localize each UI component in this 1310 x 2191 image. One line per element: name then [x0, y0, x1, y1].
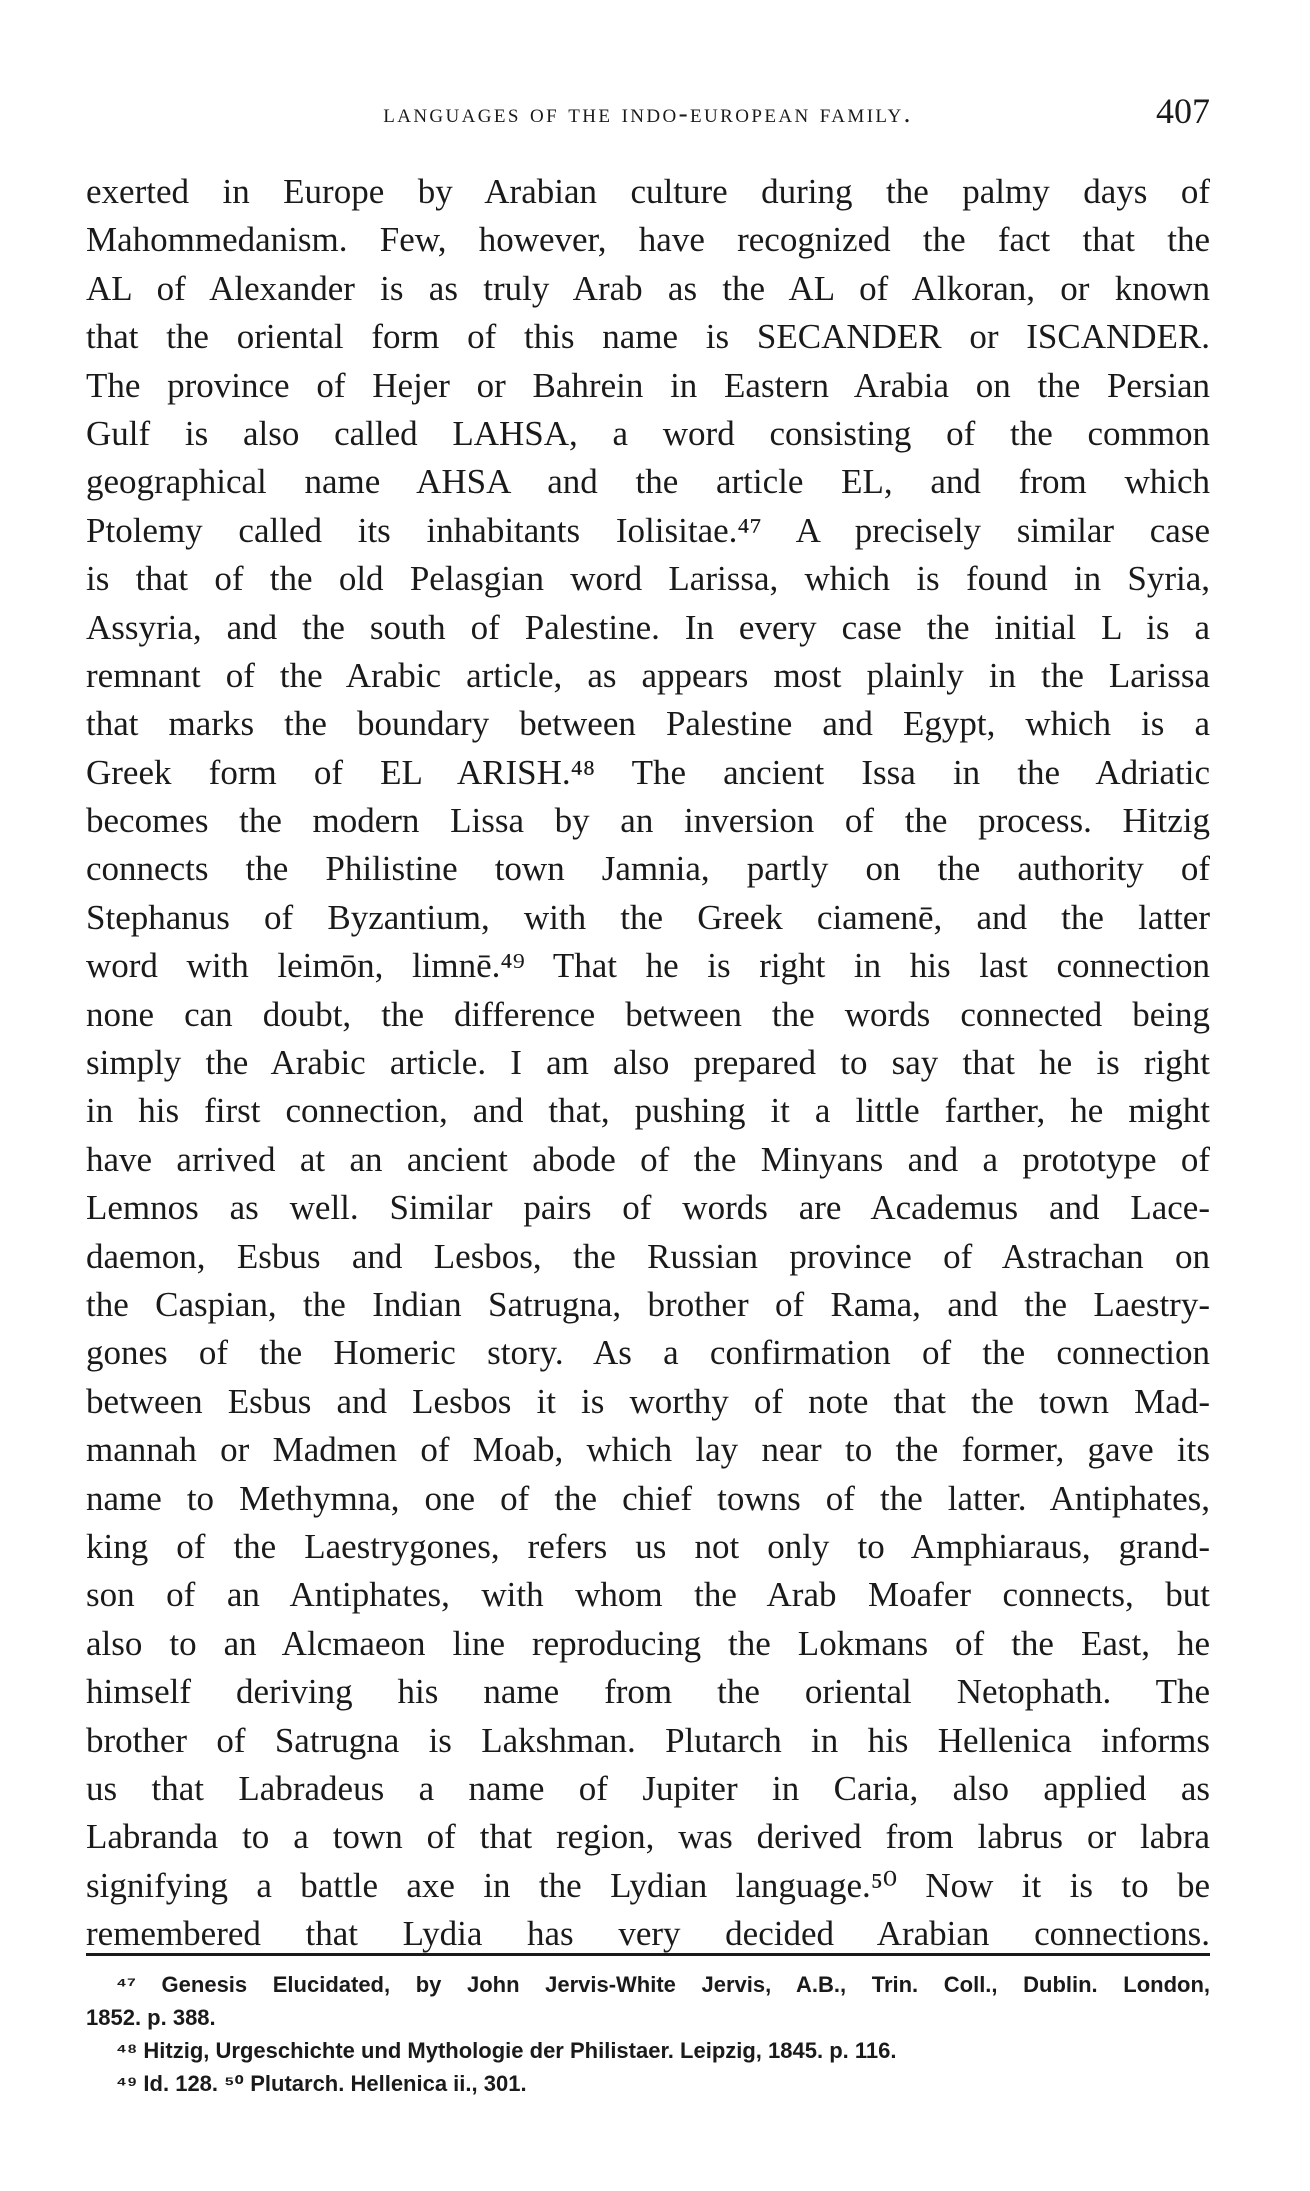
text-line: brother of Satrugna is Lakshman. Plutarch in his Hellenica informs — [86, 1720, 1210, 1760]
text-line: Stephanus of Byzantium, with the Greek ciamenē, and the latter — [86, 897, 1210, 937]
text-line: have arrived at an ancient abode of the Minyans and a prototype of — [86, 1139, 1210, 1179]
text-line: daemon, Esbus and Lesbos, the Russian province of Astrachan on — [86, 1236, 1210, 1276]
text-line: Assyria, and the south of Palestine. In every case the initial L is a — [86, 607, 1210, 647]
page-number: 407 — [1156, 91, 1210, 131]
text-line: becomes the modern Lissa by an inversion of the process. Hitzig — [86, 801, 1210, 841]
text-line: mannah or Madmen of Moab, which lay near to the former, gave its — [86, 1430, 1210, 1470]
text-line: gones of the Homeric story. As a confirmation of the connection — [86, 1333, 1210, 1373]
text-line: connects the Philistine town Jamnia, partly on the authority of — [86, 849, 1210, 889]
text-line: in his first connection, and that, pushing it a little farther, he might — [86, 1091, 1210, 1131]
text-line: us that Labradeus a name of Jupiter in Caria, also applied as — [86, 1768, 1210, 1808]
text-line: simply the Arabic article. I am also prepared to say that he is right — [86, 1043, 1210, 1083]
text-line: none can doubt, the difference between the words connected being — [86, 994, 1210, 1034]
running-title: languages of the indo-european family. — [383, 98, 913, 128]
text-line: word with leimōn, limnē.⁴⁹ That he is right in his last connection — [86, 946, 1210, 986]
text-line: remembered that Lydia has very decided Arabian connections. — [86, 1914, 1210, 1954]
text-line: Lemnos as well. Similar pairs of words are Academus and Lace- — [86, 1188, 1210, 1228]
footnote-line: ⁴⁷ Genesis Elucidated, by John Jervis-White Jervis, A.B., Trin. Coll., Dublin. London, — [116, 1972, 1210, 1997]
text-line: son of an Antiphates, with whom the Arab Moafer connects, but — [86, 1575, 1210, 1615]
text-line: The province of Hejer or Bahrein in Eastern Arabia on the Persian — [86, 365, 1210, 405]
text-line: signifying a battle axe in the Lydian language.⁵⁰ Now it is to be — [86, 1865, 1210, 1905]
text-line: exerted in Europe by Arabian culture during the palmy days of — [86, 172, 1210, 211]
text-line: name to Methymna, one of the chief towns of the latter. Antiphates, — [86, 1478, 1210, 1518]
text-line: Ptolemy called its inhabitants Iolisitae.⁴⁷ A precisely similar case — [86, 510, 1210, 550]
text-line: between Esbus and Lesbos it is worthy of note that the town Mad- — [86, 1381, 1210, 1421]
text-line: geographical name AHSA and the article EL, and from which — [86, 462, 1210, 502]
text-line: AL of Alexander is as truly Arab as the AL of Alkoran, or known — [86, 268, 1210, 308]
text-line: that marks the boundary between Palestine and Egypt, which is a — [86, 704, 1210, 744]
footnote-line: ⁴⁹ Id. 128. ⁵⁰ Plutarch. Hellenica ii., 301. — [116, 2071, 527, 2096]
body-text — [86, 168, 1210, 1958]
text-line: Labranda to a town of that region, was derived from labrus or labra — [86, 1817, 1210, 1857]
text-line: the Caspian, the Indian Satrugna, brother of Rama, and the Laestry- — [86, 1284, 1210, 1324]
text-line: also to an Alcmaeon line reproducing the Lokmans of the East, he — [86, 1623, 1210, 1663]
footnote-line: ⁴⁸ Hitzig, Urgeschichte und Mythologie der Philistaer. Leipzig, 1845. p. 116. — [116, 2038, 897, 2063]
footnotes — [86, 1968, 1210, 2100]
text-line: that the oriental form of this name is SECANDER or ISCANDER. — [86, 317, 1210, 357]
running-head — [86, 90, 1210, 140]
footnote-divider — [86, 1953, 1210, 1956]
text-line: king of the Laestrygones, refers us not only to Amphiaraus, grand- — [86, 1526, 1210, 1566]
text-line: Mahommedanism. Few, however, have recognized the fact that the — [86, 220, 1210, 260]
text-line: is that of the old Pelasgian word Larissa, which is found in Syria, — [86, 559, 1210, 599]
text-line: Greek form of EL ARISH.⁴⁸ The ancient Issa in the Adriatic — [86, 752, 1210, 792]
footnote-line: 1852. p. 388. — [86, 2005, 216, 2030]
text-line: himself deriving his name from the oriental Netophath. The — [86, 1672, 1210, 1712]
text-line: remnant of the Arabic article, as appears most plainly in the Larissa — [86, 655, 1210, 695]
text-line: Gulf is also called LAHSA, a word consisting of the common — [86, 413, 1210, 453]
